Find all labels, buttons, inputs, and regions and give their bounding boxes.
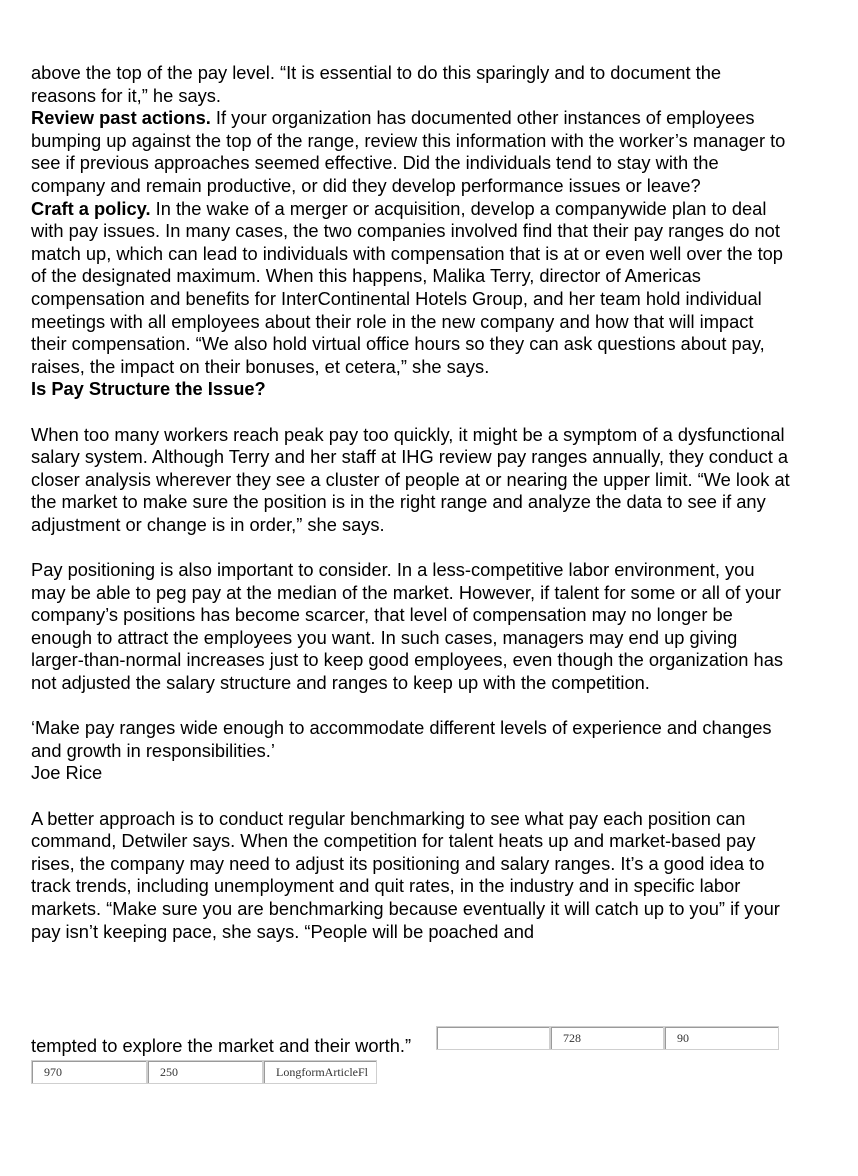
lead-review-past-actions: Review past actions. [31,107,211,129]
paragraph-pay-positioning: Pay positioning is also important to consider. In a less-competitive labor environment, you may be able to peg pay at the median of the market. However, if talent for some or all of your company’s positions has become scarcer, that level of compensation may no longer be enough to attract the employees you want. In such cases, managers may end up giving larger-than-normal increases just to keep good employees, even though the organization has not adjusted the salary structure and ranges to keep up with the competition. [31,559,784,694]
ad-field-5[interactable]: 250 [147,1060,263,1084]
ad-field-6[interactable]: LongformArticleFl [263,1060,377,1084]
body-review-past-actions: If your organization has documented other instances of employees bumping up against the top of the range, review this information with the worker’s manager to see if previous approaches seemed effective. Did the individuals tend to stay with the company and remain productive, or did they develop performance issues or leave? [31,107,786,196]
lead-craft-a-policy: Craft a policy. [31,197,151,219]
pull-quote: ‘Make pay ranges wide enough to accommodate different levels of experience and changes and growth in responsibilities.’ [31,717,772,761]
section-heading: Is Pay Structure the Issue? [31,378,266,400]
paragraph-dysfunctional-salary: When too many workers reach peak pay too quickly, it might be a symptom of a dysfunctional salary system. Although Terry and her staff at IHG review pay ranges annually, they conduct a closer analysis wherever they see a cluster of people at or nearing the upper limit. “We look at the market to make sure the position is in the right range and analyze the data to see if any adjustment or change is in order,” she says. [31,423,790,535]
ad-field-2[interactable]: 728 [550,1026,664,1050]
paragraph-tail: tempted to explore the market and their worth.” [31,1035,412,1056]
ad-field-1[interactable] [436,1026,550,1050]
article-body [31,62,791,943]
ad-field-3[interactable]: 90 [664,1026,779,1050]
paragraph-craft-a-policy [31,198,791,379]
body-craft-a-policy: In the wake of a merger or acquisition, develop a companywide plan to deal with pay issues. In many cases, the two companies involved find that their pay ranges do not match up, which can lead to individuals with compensation that is at or even well over the top of the designated maximum. When this happens, Malika Terry, director of Americas compensation and benefits for InterContinental Hotels Group, and her team hold individual meetings with all employees about their role in the new company and how that will impact their compensation. “We also hold virtual office hours so they can ask questions about pay, raises, the impact on their bonuses, et cetera,” she says. [31,197,783,377]
paragraph-benchmarking: A better approach is to conduct regular benchmarking to see what pay each position can command, Detwiler says. When the competition for talent heats up and market-based pay rises, the company may need to adjust its positioning and salary ranges. It’s a good idea to track trends, including unemployment and quit rates, in the industry and in specific labor markets. “Make sure you are benchmarking because eventually it will catch up to you” if your pay isn’t keeping pace, she says. “People will be poached and [31,807,780,942]
paragraph-review-past-actions [31,107,791,197]
paragraph-continuation: above the top of the pay level. “It is essential to do this sparingly and to document the reasons for it,” he says. [31,62,722,106]
pull-quote-author: Joe Rice [31,762,103,784]
ad-field-4[interactable]: 970 [31,1060,147,1084]
